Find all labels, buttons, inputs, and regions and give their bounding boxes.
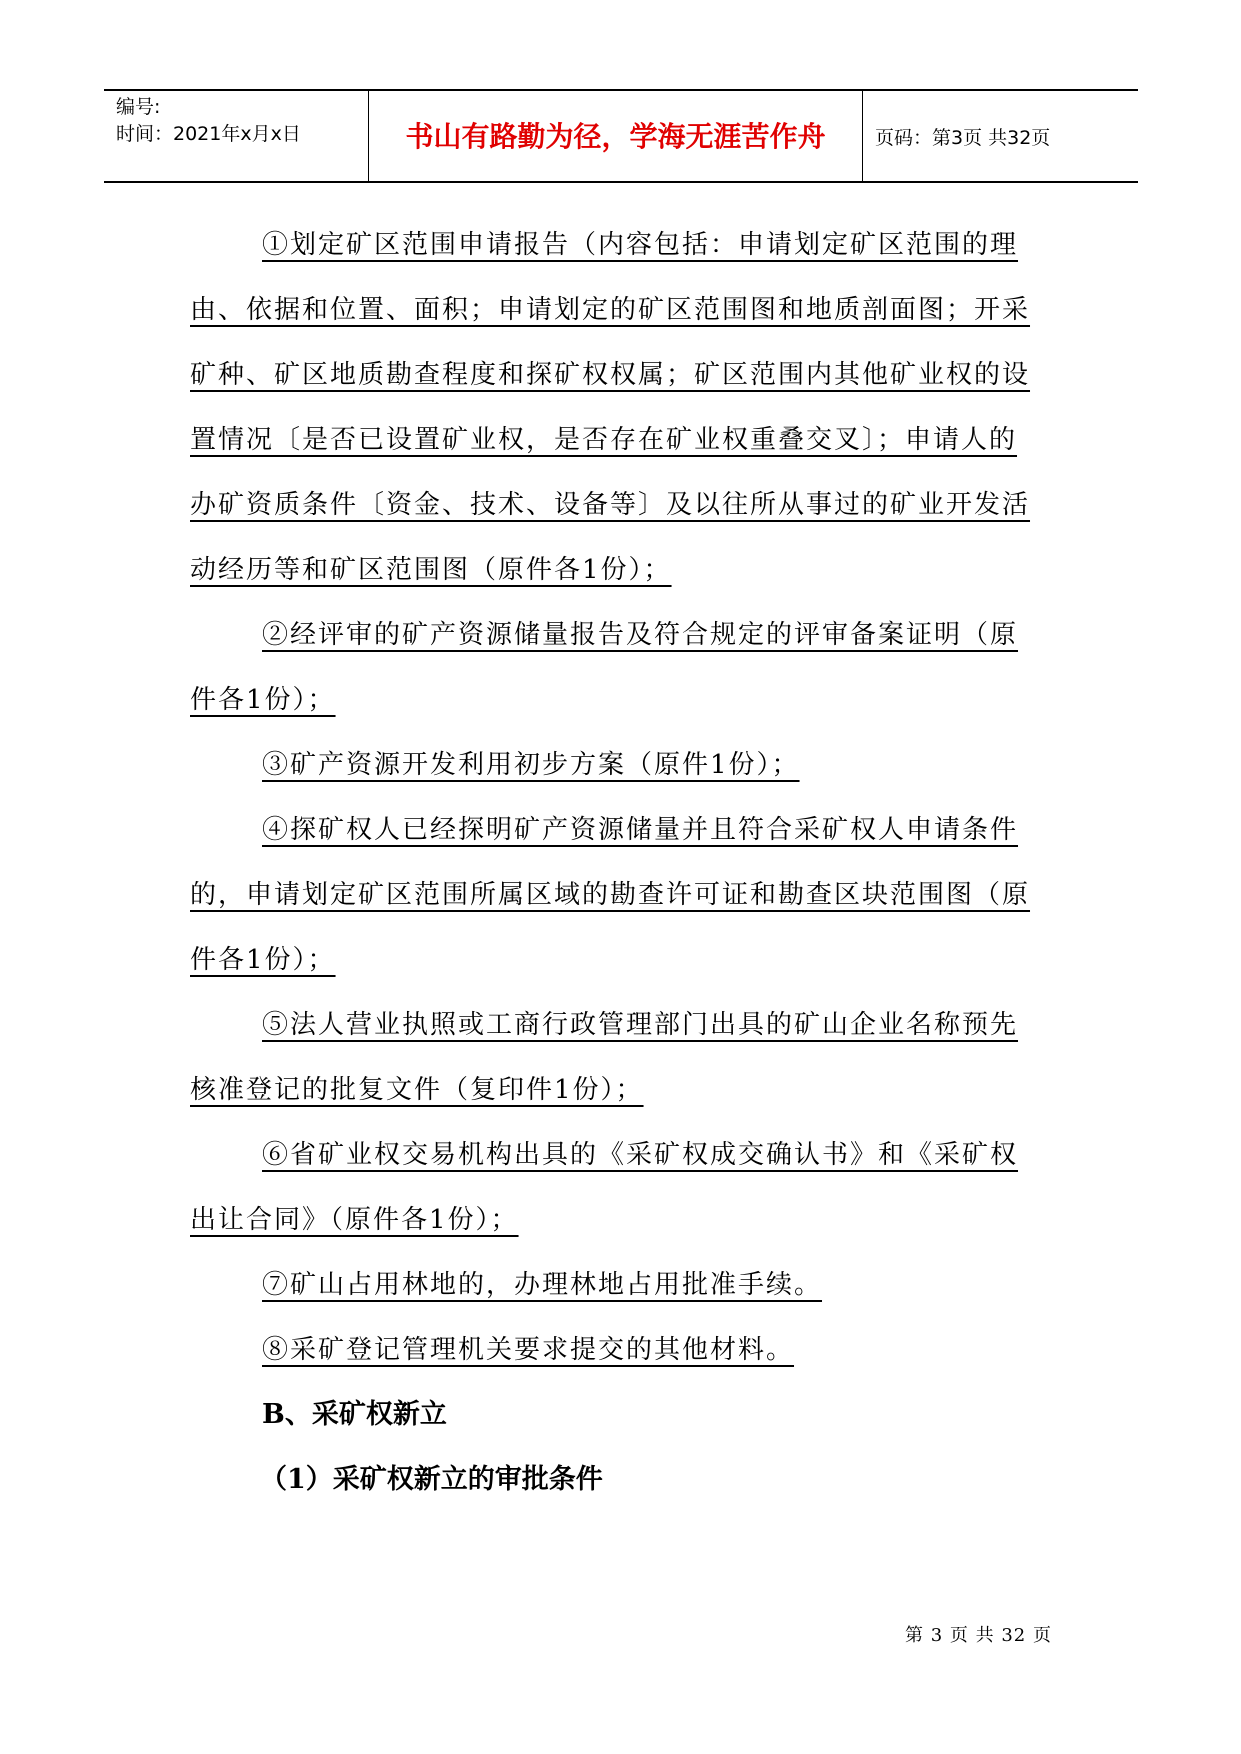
body-line: ④探矿权人已经探明矿产资源储量并且符合采矿权人申请条件	[262, 815, 1019, 845]
body-line: ⑥省矿业权交易机构出具的《采矿权成交确认书》和《采矿权	[262, 1140, 1019, 1170]
body-line: 由、依据和位置、面积；申请划定的矿区范围图和地质剖面图；开采	[190, 295, 1031, 325]
body-line: 核准登记的批复文件（复印件1份）；	[190, 1075, 644, 1105]
body-line: 件各1份）；	[190, 945, 336, 975]
header-page-cell	[863, 91, 1138, 181]
body-line: ⑦矿山占用林地的，办理林地占用批准手续。	[262, 1270, 823, 1300]
section-heading-b: B、采矿权新立	[262, 1399, 447, 1430]
body-line: 置情况〔是否已设置矿业权，是否存在矿业权重叠交叉〕；申请人的	[190, 425, 1018, 455]
body-line: 的，申请划定矿区范围所属区域的勘查许可证和勘查区块范围图（原	[190, 880, 1031, 910]
document-date-label: 时间：2021年x月x日	[116, 123, 301, 145]
document-number-label: 编号:	[116, 96, 161, 118]
body-line: 矿种、矿区地质勘查程度和探矿权权属；矿区范围内其他矿业权的设	[190, 360, 1031, 390]
header-motto: 书山有路勤为径，学海无涯苦作舟	[405, 120, 826, 153]
subsection-heading-1: （1）采矿权新立的审批条件	[260, 1464, 603, 1495]
page-header	[104, 89, 1138, 183]
body-line: 动经历等和矿区范围图（原件各1份）；	[190, 555, 672, 585]
body-line: 办矿资质条件〔资金、技术、设备等〕及以往所从事过的矿业开发活	[190, 490, 1031, 520]
header-info-cell	[104, 91, 369, 181]
body-line: 出让合同》（原件各1份）；	[190, 1205, 519, 1235]
body-line: ①划定矿区范围申请报告（内容包括：申请划定矿区范围的理	[262, 230, 1019, 260]
body-line: ⑧采矿登记管理机关要求提交的其他材料。	[262, 1335, 795, 1365]
body-line: ③矿产资源开发利用初步方案（原件1份）；	[262, 750, 800, 780]
body-line: 件各1份）；	[190, 685, 336, 715]
header-motto-cell	[369, 91, 863, 181]
body-line: ②经评审的矿产资源储量报告及符合规定的评审备案证明（原	[262, 620, 1019, 650]
body-line: ⑤法人营业执照或工商行政管理部门出具的矿山企业名称预先	[262, 1010, 1019, 1040]
header-page-number: 页码：第3页 共32页	[875, 127, 1051, 149]
page-footer: 第 3 页 共 32 页	[905, 1625, 1052, 1646]
